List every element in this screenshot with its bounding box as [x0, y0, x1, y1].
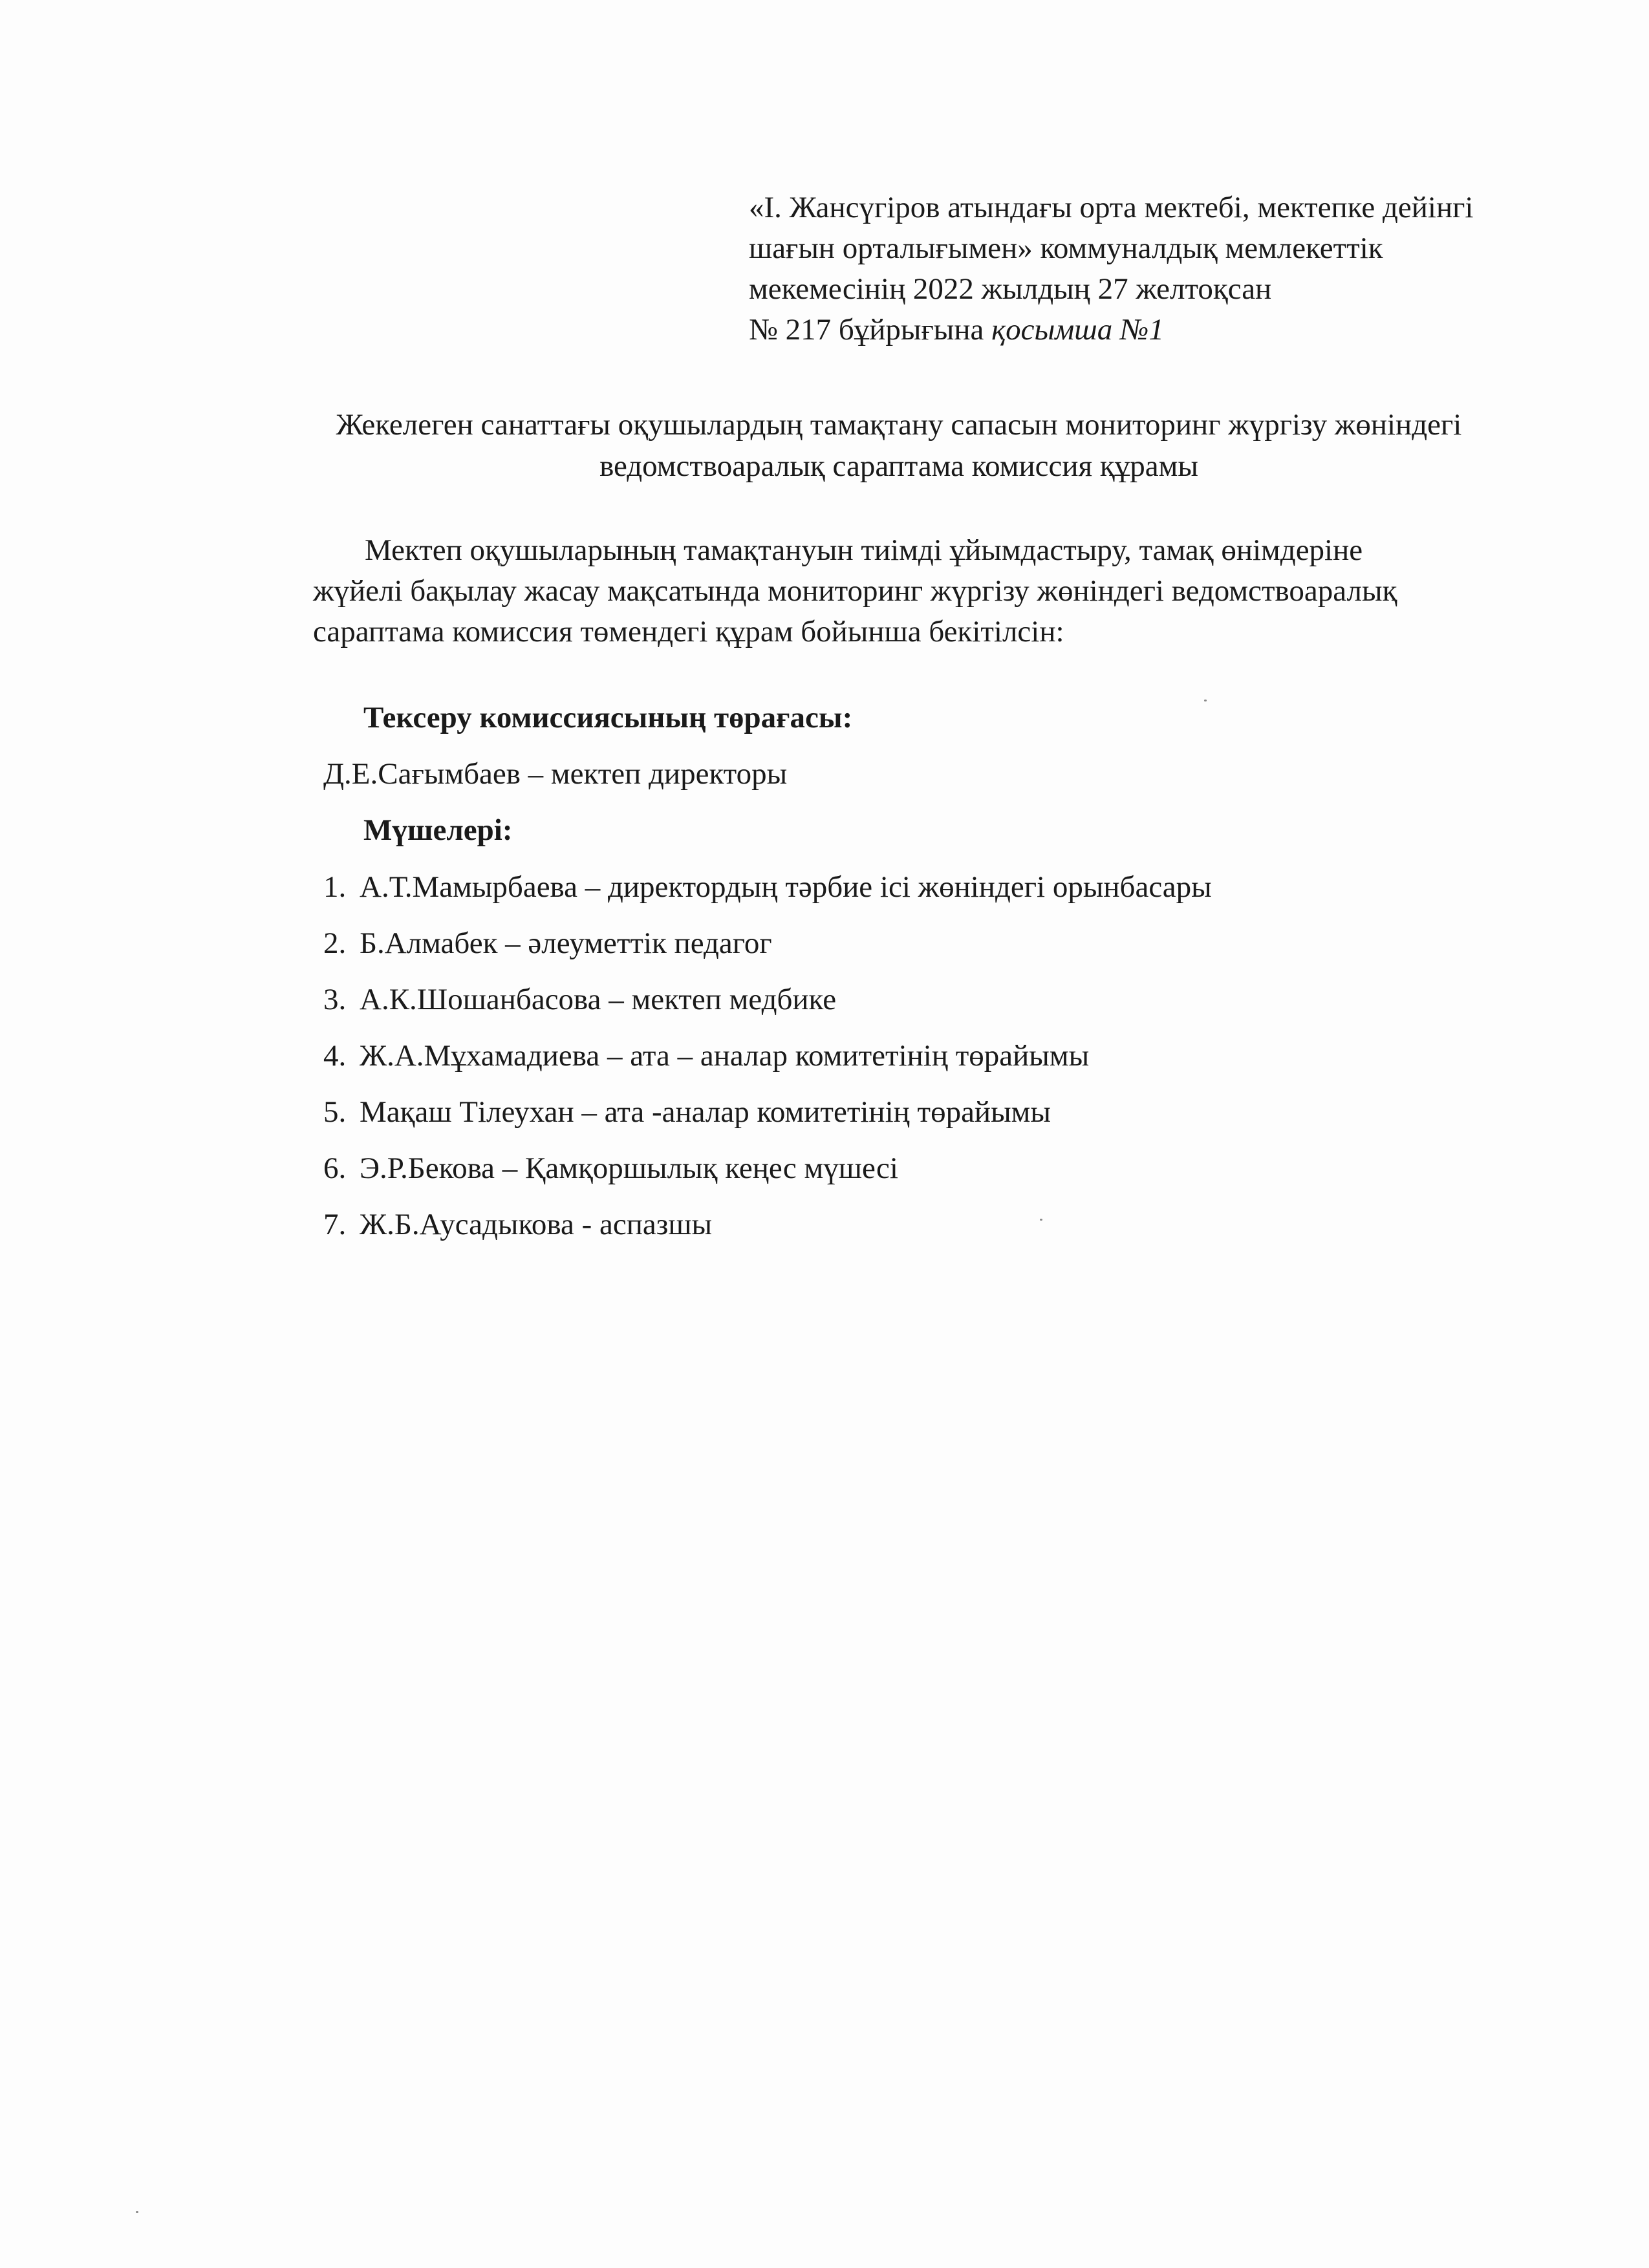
list-item	[323, 1207, 1212, 1263]
scan-speck	[1040, 1219, 1042, 1221]
chair-person: Д.Е.Сағымбаев – мектеп директоры	[323, 757, 788, 791]
scan-speck	[1204, 700, 1207, 701]
list-item-number: 4.	[323, 1039, 347, 1073]
appendix-line-1: «І. Жансүгіров атындағы орта мектебі, мектепке дейінгі	[749, 191, 1474, 224]
document-title	[259, 404, 1539, 487]
list-item-text: Э.Р.Бекова – Қамқоршылық кеңес мүшесі	[360, 1151, 898, 1185]
list-item-number: 3.	[323, 983, 347, 1016]
list-item-number: 2.	[323, 926, 347, 960]
intro-line-2: жүйелі бақылау жасау мақсатында мониторинг жүргізу жөніндегі ведомствоаралық	[313, 574, 1397, 608]
appendix-note	[749, 187, 1551, 350]
list-item-number: 1.	[323, 870, 347, 904]
list-item	[323, 1095, 1212, 1151]
intro-line-3: сараптама комиссия төмендегі құрам бойынша бекітілсін:	[313, 615, 1064, 648]
list-item	[323, 926, 1212, 982]
list-item-text: А.Т.Мамырбаева – директордың тәрбие ісі жөніндегі орынбасары	[360, 870, 1212, 904]
list-item-text: Мақаш Тілеухан – ата -аналар комитетінің төрайымы	[360, 1095, 1051, 1129]
list-item-number: 5.	[323, 1095, 347, 1129]
list-item-text: Б.Алмабек – әлеуметтік педагог	[360, 926, 772, 960]
appendix-line-4	[749, 310, 1551, 350]
members-heading: Мүшелері:	[363, 813, 513, 847]
list-item	[323, 870, 1212, 926]
list-item-text: А.К.Шошанбасова – мектеп медбике	[360, 983, 837, 1016]
members-list	[323, 870, 1212, 1263]
appendix-order-number: № 217 бұйрығына	[749, 313, 992, 347]
appendix-line-3: мекемесінің 2022 жылдың 27 желтоқсан	[749, 272, 1272, 306]
list-item	[323, 982, 1212, 1038]
list-item-text: Ж.А.Мұхамадиева – ата – аналар комитетінің төрайымы	[360, 1039, 1090, 1073]
intro-paragraph	[313, 530, 1568, 652]
scan-speck	[136, 2211, 138, 2213]
appendix-label: қосымша №1	[991, 313, 1164, 347]
list-item-number: 6.	[323, 1151, 347, 1185]
appendix-line-2: шағын орталығымен» коммуналдық мемлекеттік	[749, 231, 1383, 265]
list-item	[323, 1151, 1212, 1207]
title-line-2: ведомствоаралық сараптама комиссия құрамы	[599, 449, 1198, 483]
list-item-text: Ж.Б.Аусадыкова - аспазшы	[360, 1208, 713, 1241]
chair-heading: Тексеру комиссиясының төрағасы:	[363, 701, 853, 734]
intro-line-1: Мектеп оқушыларының тамақтануын тиімді ұйымдастыру, тамақ өнімдеріне	[365, 533, 1363, 567]
title-line-1: Жекелеген санаттағы оқушылардың тамақтану сапасын мониторинг жүргізу жөніндегі	[336, 408, 1462, 442]
list-item	[323, 1038, 1212, 1095]
list-item-number: 7.	[323, 1208, 347, 1241]
